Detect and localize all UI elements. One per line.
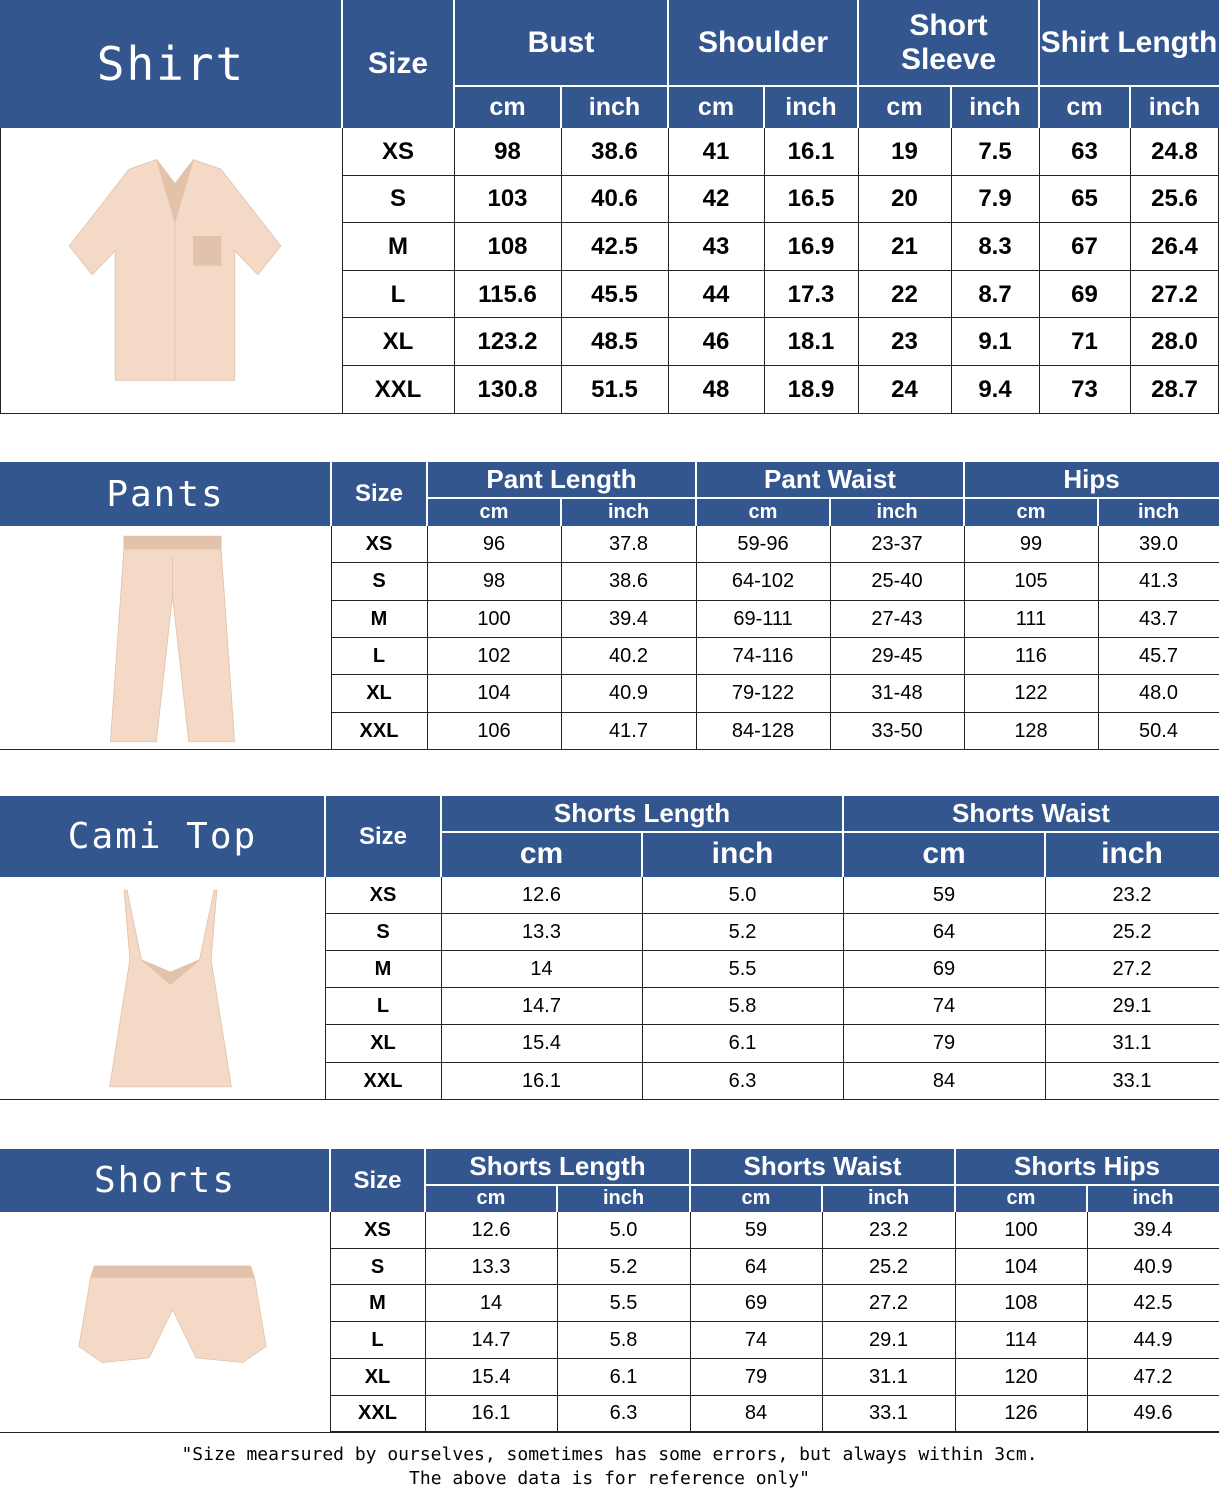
- value-cell: 14: [479, 1292, 503, 1315]
- group-header: Shoulder: [697, 25, 828, 59]
- value-cell: 28.0: [1151, 328, 1198, 356]
- value-cell: 22: [891, 280, 918, 308]
- column-divider: [843, 877, 844, 1100]
- column-divider: [1098, 526, 1099, 750]
- group-header: Short Sleeve: [900, 8, 997, 76]
- value-cell: 41: [702, 137, 730, 165]
- column-divider: [1087, 1212, 1088, 1433]
- value-cell: 33.1: [869, 1402, 908, 1425]
- value-cell: 50.4: [1139, 719, 1178, 742]
- value-cell: 28.7: [1151, 375, 1198, 403]
- value-cell: 108: [1004, 1292, 1038, 1315]
- value-cell: 102: [477, 645, 511, 668]
- table-title: Pants: [106, 473, 225, 515]
- value-cell: 25.6: [1151, 185, 1198, 213]
- size-column-header: Size: [353, 1166, 402, 1194]
- size-cell: L: [390, 280, 406, 308]
- value-cell: 108: [487, 232, 528, 260]
- header-column-divider: [667, 0, 669, 128]
- unit-divider: [1129, 86, 1131, 128]
- unit-header: inch: [867, 1187, 910, 1209]
- value-cell: 12.6: [471, 1218, 511, 1241]
- value-cell: 8.7: [978, 280, 1012, 308]
- column-divider: [427, 526, 428, 750]
- size-cell: XXL: [363, 1069, 403, 1092]
- unit-header: inch: [602, 1187, 645, 1209]
- value-cell: 5.8: [728, 995, 757, 1018]
- unit-divider: [763, 86, 765, 128]
- header-column-divider: [330, 462, 332, 526]
- value-cell: 9.4: [978, 375, 1012, 403]
- unit-divider: [1044, 832, 1046, 877]
- value-cell: 39.4: [1133, 1218, 1173, 1241]
- cami-top-size-table: [0, 796, 1219, 1100]
- value-cell: 67: [1071, 232, 1098, 260]
- value-cell: 6.3: [728, 1069, 757, 1092]
- column-divider: [830, 526, 831, 750]
- value-cell: 45.7: [1139, 645, 1178, 668]
- header-column-divider: [1038, 0, 1040, 128]
- group-header: Shorts Waist: [743, 1151, 902, 1182]
- unit-header: cm: [1066, 92, 1103, 121]
- group-header: Hips: [1063, 464, 1120, 495]
- unit-header: inch: [785, 92, 837, 121]
- value-cell: 126: [1004, 1402, 1038, 1425]
- value-cell: 27.2: [1112, 958, 1152, 981]
- value-cell: 115.6: [478, 280, 537, 308]
- value-cell: 130.8: [477, 375, 538, 403]
- header-column-divider: [453, 0, 455, 128]
- value-cell: 5.5: [728, 958, 757, 981]
- unit-divider: [1097, 498, 1099, 526]
- column-divider: [325, 877, 326, 1100]
- value-cell: 18.9: [787, 375, 835, 403]
- value-cell: 48.0: [1139, 682, 1178, 705]
- footnote: [0, 1443, 1219, 1491]
- value-cell: 9.1: [978, 328, 1012, 356]
- size-cell: M: [374, 958, 392, 981]
- column-divider: [858, 128, 859, 414]
- value-cell: 31.1: [1112, 1032, 1152, 1055]
- value-cell: 27.2: [869, 1292, 908, 1315]
- value-cell: 24.8: [1151, 137, 1198, 165]
- column-divider: [342, 128, 343, 414]
- size-column-header: Size: [354, 480, 404, 508]
- unit-divider: [1086, 1185, 1088, 1212]
- table-bottom-border: [0, 1099, 1219, 1100]
- value-cell: 98: [494, 137, 521, 165]
- size-cell: XXL: [358, 1402, 397, 1425]
- value-cell: 44.9: [1133, 1328, 1173, 1351]
- header-divider: [454, 85, 1219, 87]
- value-cell: 6.3: [609, 1402, 638, 1425]
- value-cell: 42: [702, 185, 730, 213]
- value-cell: 14: [530, 958, 553, 981]
- size-cell: M: [370, 607, 388, 630]
- column-divider: [330, 1212, 331, 1433]
- column-divider: [668, 128, 669, 414]
- unit-header: inch: [607, 500, 650, 523]
- value-cell: 19: [891, 137, 918, 165]
- value-cell: 111: [1015, 607, 1047, 630]
- header-column-divider: [963, 462, 965, 526]
- value-cell: 38.6: [609, 570, 648, 593]
- table-bottom-border: [0, 413, 1219, 414]
- size-cell: XL: [382, 328, 414, 356]
- unit-header: cm: [1006, 1187, 1036, 1209]
- value-cell: 16.1: [522, 1069, 561, 1092]
- value-cell: 14.7: [522, 995, 561, 1018]
- value-cell: 84-128: [731, 719, 795, 742]
- size-cell: XS: [381, 137, 414, 165]
- unit-divider: [950, 86, 952, 128]
- value-cell: 16.1: [787, 137, 835, 165]
- header-divider: [441, 831, 1219, 833]
- column-divider: [696, 526, 697, 750]
- value-cell: 40.9: [1133, 1255, 1173, 1278]
- value-cell: 25-40: [871, 570, 923, 593]
- unit-header: cm: [1016, 500, 1046, 523]
- value-cell: 64-102: [731, 570, 795, 593]
- header-column-divider: [440, 796, 442, 877]
- size-cell: S: [370, 1255, 385, 1278]
- value-cell: 6.1: [728, 1032, 757, 1055]
- value-cell: 122: [1014, 682, 1048, 705]
- value-cell: 6.1: [609, 1365, 638, 1388]
- group-header: Pant Waist: [764, 464, 896, 495]
- unit-header: cm: [479, 500, 509, 523]
- shirt-illustration: [60, 150, 290, 390]
- size-cell: XL: [366, 682, 392, 705]
- value-cell: 41.7: [609, 719, 648, 742]
- value-cell: 79: [744, 1365, 768, 1388]
- unit-header: inch: [1101, 837, 1163, 871]
- size-cell: XL: [364, 1365, 391, 1388]
- value-cell: 5.5: [609, 1292, 638, 1315]
- value-cell: 40.2: [609, 645, 648, 668]
- value-cell: 96: [482, 533, 506, 556]
- value-cell: 99: [1019, 533, 1043, 556]
- value-cell: 24: [891, 375, 918, 403]
- table-title: Shorts: [93, 1160, 237, 1201]
- value-cell: 5.0: [609, 1218, 638, 1241]
- value-cell: 47.2: [1133, 1365, 1173, 1388]
- value-cell: 46: [702, 328, 730, 356]
- column-divider: [454, 128, 455, 414]
- size-cell: L: [376, 995, 390, 1018]
- unit-header: cm: [476, 1187, 506, 1209]
- group-header: Bust: [527, 25, 595, 59]
- group-header: Shorts Hips: [1014, 1151, 1160, 1182]
- unit-divider: [556, 1185, 558, 1212]
- group-header: Shorts Waist: [952, 798, 1110, 829]
- value-cell: 79-122: [731, 682, 795, 705]
- column-divider: [822, 1212, 823, 1433]
- value-cell: 74-116: [732, 645, 794, 668]
- unit-header: inch: [588, 92, 641, 121]
- value-cell: 74: [932, 995, 956, 1018]
- value-cell: 100: [1004, 1218, 1038, 1241]
- header-column-divider: [324, 796, 326, 877]
- value-cell: 5.0: [728, 884, 757, 907]
- header-column-divider: [954, 1149, 956, 1212]
- value-cell: 7.9: [978, 185, 1012, 213]
- value-cell: 16.1: [471, 1402, 511, 1425]
- unit-header: cm: [741, 1187, 771, 1209]
- unit-header: cm: [922, 837, 966, 871]
- group-header: Shirt Length: [1040, 25, 1218, 59]
- unit-divider: [560, 498, 562, 526]
- table-title: Cami Top: [67, 816, 258, 857]
- header-divider: [427, 497, 1219, 499]
- value-cell: 29-45: [871, 645, 923, 668]
- column-divider: [441, 877, 442, 1100]
- size-cell: M: [369, 1292, 386, 1315]
- value-cell: 15.4: [522, 1032, 561, 1055]
- value-cell: 104: [1004, 1255, 1038, 1278]
- value-cell: 69: [744, 1292, 768, 1315]
- value-cell: 116: [1015, 645, 1047, 668]
- shorts-illustration: [75, 1259, 270, 1374]
- size-cell: XS: [365, 533, 393, 556]
- value-cell: 12.6: [522, 884, 561, 907]
- size-cell: XS: [364, 1218, 391, 1241]
- value-cell: 71: [1071, 328, 1098, 356]
- value-cell: 98: [482, 570, 506, 593]
- column-divider: [690, 1212, 691, 1433]
- cami-top-illustration: [98, 886, 243, 1091]
- group-header: Pant Length: [486, 464, 637, 495]
- unit-header: inch: [1148, 92, 1201, 121]
- unit-divider: [560, 86, 562, 128]
- value-cell: 45.5: [591, 280, 638, 308]
- value-cell: 49.6: [1133, 1402, 1173, 1425]
- value-cell: 43: [702, 232, 730, 260]
- value-cell: 5.2: [609, 1255, 638, 1278]
- size-cell: S: [389, 185, 406, 213]
- table-bottom-border: [0, 1432, 1219, 1433]
- value-cell: 26.4: [1151, 232, 1198, 260]
- value-cell: 69: [932, 958, 956, 981]
- unit-header: inch: [969, 92, 1021, 121]
- value-cell: 39.4: [609, 607, 648, 630]
- value-cell: 44: [702, 280, 730, 308]
- value-cell: 48.5: [591, 328, 638, 356]
- value-cell: 114: [1005, 1328, 1037, 1351]
- unit-header: inch: [711, 837, 774, 871]
- unit-header: inch: [1132, 1187, 1174, 1209]
- column-divider: [1130, 128, 1131, 414]
- value-cell: 42.5: [591, 232, 638, 260]
- shirt-size-table: [0, 0, 1219, 414]
- table-bottom-border: [0, 749, 1219, 750]
- unit-header: cm: [519, 837, 564, 871]
- unit-divider: [821, 1185, 823, 1212]
- value-cell: 23: [891, 328, 918, 356]
- value-cell: 69: [1071, 280, 1098, 308]
- value-cell: 14.7: [471, 1328, 511, 1351]
- size-cell: S: [376, 921, 390, 944]
- value-cell: 33.1: [1112, 1069, 1152, 1092]
- unit-header: cm: [886, 92, 923, 121]
- table-row: [0, 1212, 1219, 1249]
- size-column-header: Size: [358, 822, 408, 850]
- value-cell: 84: [744, 1402, 768, 1425]
- header-column-divider: [424, 1149, 426, 1212]
- value-cell: 20: [891, 185, 918, 213]
- header-column-divider: [329, 1149, 331, 1212]
- value-cell: 13.3: [471, 1255, 511, 1278]
- unit-header: cm: [697, 92, 735, 121]
- value-cell: 103: [487, 185, 528, 213]
- value-cell: 13.3: [522, 921, 561, 944]
- size-cell: L: [371, 1328, 384, 1351]
- value-cell: 31.1: [869, 1365, 908, 1388]
- value-cell: 5.8: [609, 1328, 638, 1351]
- value-cell: 79: [932, 1032, 956, 1055]
- column-divider: [425, 1212, 426, 1433]
- footnote-line-1: "Size mearsured by ourselves, sometimes has some errors, but always within 3cm.: [181, 1444, 1038, 1465]
- value-cell: 106: [477, 719, 511, 742]
- size-cell: XXL: [374, 375, 422, 403]
- size-cell: XXL: [359, 719, 399, 742]
- group-header: Shorts Length: [553, 798, 731, 829]
- value-cell: 38.6: [591, 137, 638, 165]
- value-cell: 43.7: [1139, 607, 1178, 630]
- column-divider: [331, 526, 332, 750]
- unit-header: cm: [489, 92, 526, 121]
- column-divider: [561, 526, 562, 750]
- value-cell: 64: [744, 1255, 768, 1278]
- value-cell: 40.9: [609, 682, 648, 705]
- column-divider: [1039, 128, 1040, 414]
- size-cell: L: [372, 645, 386, 668]
- value-cell: 63: [1071, 137, 1098, 165]
- unit-header: inch: [876, 500, 918, 523]
- shorts-size-table: [0, 1149, 1219, 1433]
- header-column-divider: [695, 462, 697, 526]
- unit-divider: [641, 832, 643, 877]
- header-column-divider: [689, 1149, 691, 1212]
- value-cell: 7.5: [978, 137, 1012, 165]
- value-cell: 69-111: [733, 607, 793, 630]
- value-cell: 48: [702, 375, 730, 403]
- value-cell: 41.3: [1139, 570, 1178, 593]
- value-cell: 33-50: [871, 719, 923, 742]
- value-cell: 105: [1014, 570, 1048, 593]
- value-cell: 59-96: [737, 533, 789, 556]
- value-cell: 65: [1071, 185, 1098, 213]
- value-cell: 42.5: [1133, 1292, 1173, 1315]
- value-cell: 104: [477, 682, 511, 705]
- column-divider: [955, 1212, 956, 1433]
- column-divider: [642, 877, 643, 1100]
- value-cell: 31-48: [871, 682, 923, 705]
- column-divider: [764, 128, 765, 414]
- size-cell: M: [388, 232, 408, 260]
- value-cell: 23-37: [871, 533, 923, 556]
- unit-divider: [829, 498, 831, 526]
- value-cell: 123.2: [477, 328, 538, 356]
- value-cell: 128: [1014, 719, 1048, 742]
- value-cell: 27.2: [1151, 280, 1198, 308]
- pants-size-table: [0, 462, 1219, 750]
- header-column-divider: [426, 462, 428, 526]
- header-column-divider: [842, 796, 844, 877]
- header-column-divider: [857, 0, 859, 128]
- unit-header: inch: [1137, 500, 1180, 523]
- value-cell: 29.1: [869, 1328, 908, 1351]
- value-cell: 18.1: [787, 328, 835, 356]
- value-cell: 27-43: [871, 607, 923, 630]
- value-cell: 23.2: [869, 1218, 908, 1241]
- size-cell: XL: [370, 1032, 396, 1055]
- size-cell: S: [372, 570, 386, 593]
- group-header: Shorts Length: [469, 1151, 646, 1182]
- value-cell: 16.5: [787, 185, 835, 213]
- value-cell: 74: [744, 1328, 768, 1351]
- value-cell: 17.3: [787, 280, 835, 308]
- value-cell: 25.2: [869, 1255, 908, 1278]
- value-cell: 37.8: [609, 533, 648, 556]
- column-divider: [557, 1212, 558, 1433]
- unit-header: cm: [748, 500, 778, 523]
- column-divider: [951, 128, 952, 414]
- table-title: Shirt: [96, 37, 246, 91]
- value-cell: 21: [891, 232, 918, 260]
- column-divider: [964, 526, 965, 750]
- value-cell: 73: [1071, 375, 1098, 403]
- value-cell: 100: [477, 607, 511, 630]
- pants-illustration: [105, 532, 240, 746]
- value-cell: 8.3: [978, 232, 1012, 260]
- column-divider: [1045, 877, 1046, 1100]
- value-cell: 59: [932, 884, 956, 907]
- size-cell: XS: [369, 884, 397, 907]
- value-cell: 40.6: [591, 185, 638, 213]
- column-divider: [561, 128, 562, 414]
- value-cell: 5.2: [728, 921, 757, 944]
- value-cell: 16.9: [787, 232, 835, 260]
- value-cell: 23.2: [1112, 884, 1152, 907]
- value-cell: 39.0: [1139, 533, 1178, 556]
- value-cell: 15.4: [471, 1365, 511, 1388]
- size-column-header: Size: [367, 46, 429, 80]
- value-cell: 84: [932, 1069, 956, 1092]
- value-cell: 120: [1004, 1365, 1038, 1388]
- footnote-line-2: The above data is for reference only": [409, 1468, 810, 1489]
- header-column-divider: [341, 0, 343, 128]
- table-row: [0, 1396, 1219, 1433]
- value-cell: 64: [932, 921, 956, 944]
- value-cell: 29.1: [1112, 995, 1152, 1018]
- table-left-border: [0, 128, 1, 414]
- value-cell: 59: [744, 1218, 768, 1241]
- value-cell: 25.2: [1112, 921, 1152, 944]
- value-cell: 51.5: [591, 375, 638, 403]
